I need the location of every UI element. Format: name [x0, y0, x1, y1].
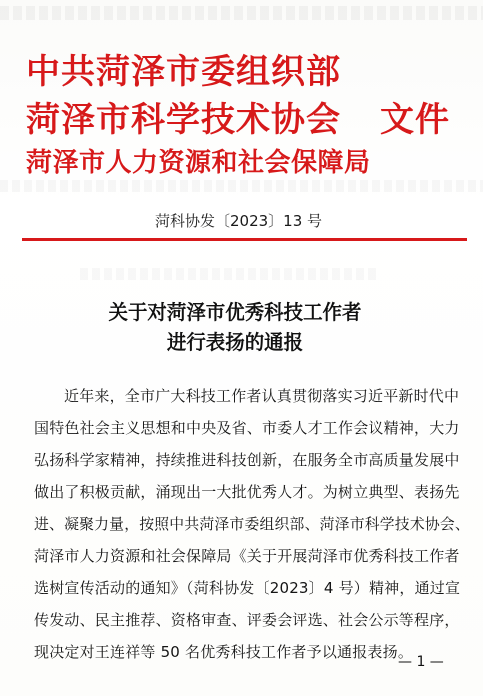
body-line: 国特色社会主义思想和中央及省、市委人才工作会议精神，大力	[34, 419, 460, 437]
body-line: 近年来，全市广大科技工作者认真贯彻落实习近平新时代中	[64, 387, 460, 405]
red-divider-rule	[22, 238, 467, 241]
notice-title-line-1: 关于对菏泽市优秀科技工作者	[108, 300, 362, 324]
body-line: 菏泽市人力资源和社会保障局《关于开展菏泽市优秀科技工作者	[34, 547, 460, 565]
body-line: 进、凝聚力量，按照中共菏泽市委组织部、菏泽市科学技术协会、	[34, 515, 470, 533]
body-line: 做出了积极贡献，涌现出一大批优秀人才。为树立典型、表扬先	[34, 483, 460, 501]
document-number: 菏科协发〔2023〕13 号	[155, 212, 323, 230]
show-through-texture	[0, 180, 483, 192]
issuer-line-1: 中共菏泽市委组织部	[26, 52, 341, 92]
body-line: 弘扬科学家精神，持续推进科技创新，在服务全市高质量发展中	[34, 451, 460, 469]
show-through-texture	[80, 268, 380, 280]
show-through-texture	[0, 6, 483, 20]
body-line: 传发动、民主推荐、资格审查、评委会评选、社会公示等程序，	[34, 611, 460, 629]
notice-title-line-2: 进行表扬的通报	[166, 330, 304, 354]
page-number: — 1 —	[398, 654, 444, 670]
body-line: 现决定对王连祥等 50 名优秀科技工作者予以通报表扬。	[34, 643, 414, 661]
document-word: 文件	[380, 100, 450, 140]
body-line: 选树宣传活动的通知》（菏科协发〔2023〕4 号）精神，通过宣	[34, 579, 461, 597]
issuer-line-2: 菏泽市科学技术协会	[26, 100, 341, 140]
issuer-line-3: 菏泽市人力资源和社会保障局	[26, 148, 371, 178]
